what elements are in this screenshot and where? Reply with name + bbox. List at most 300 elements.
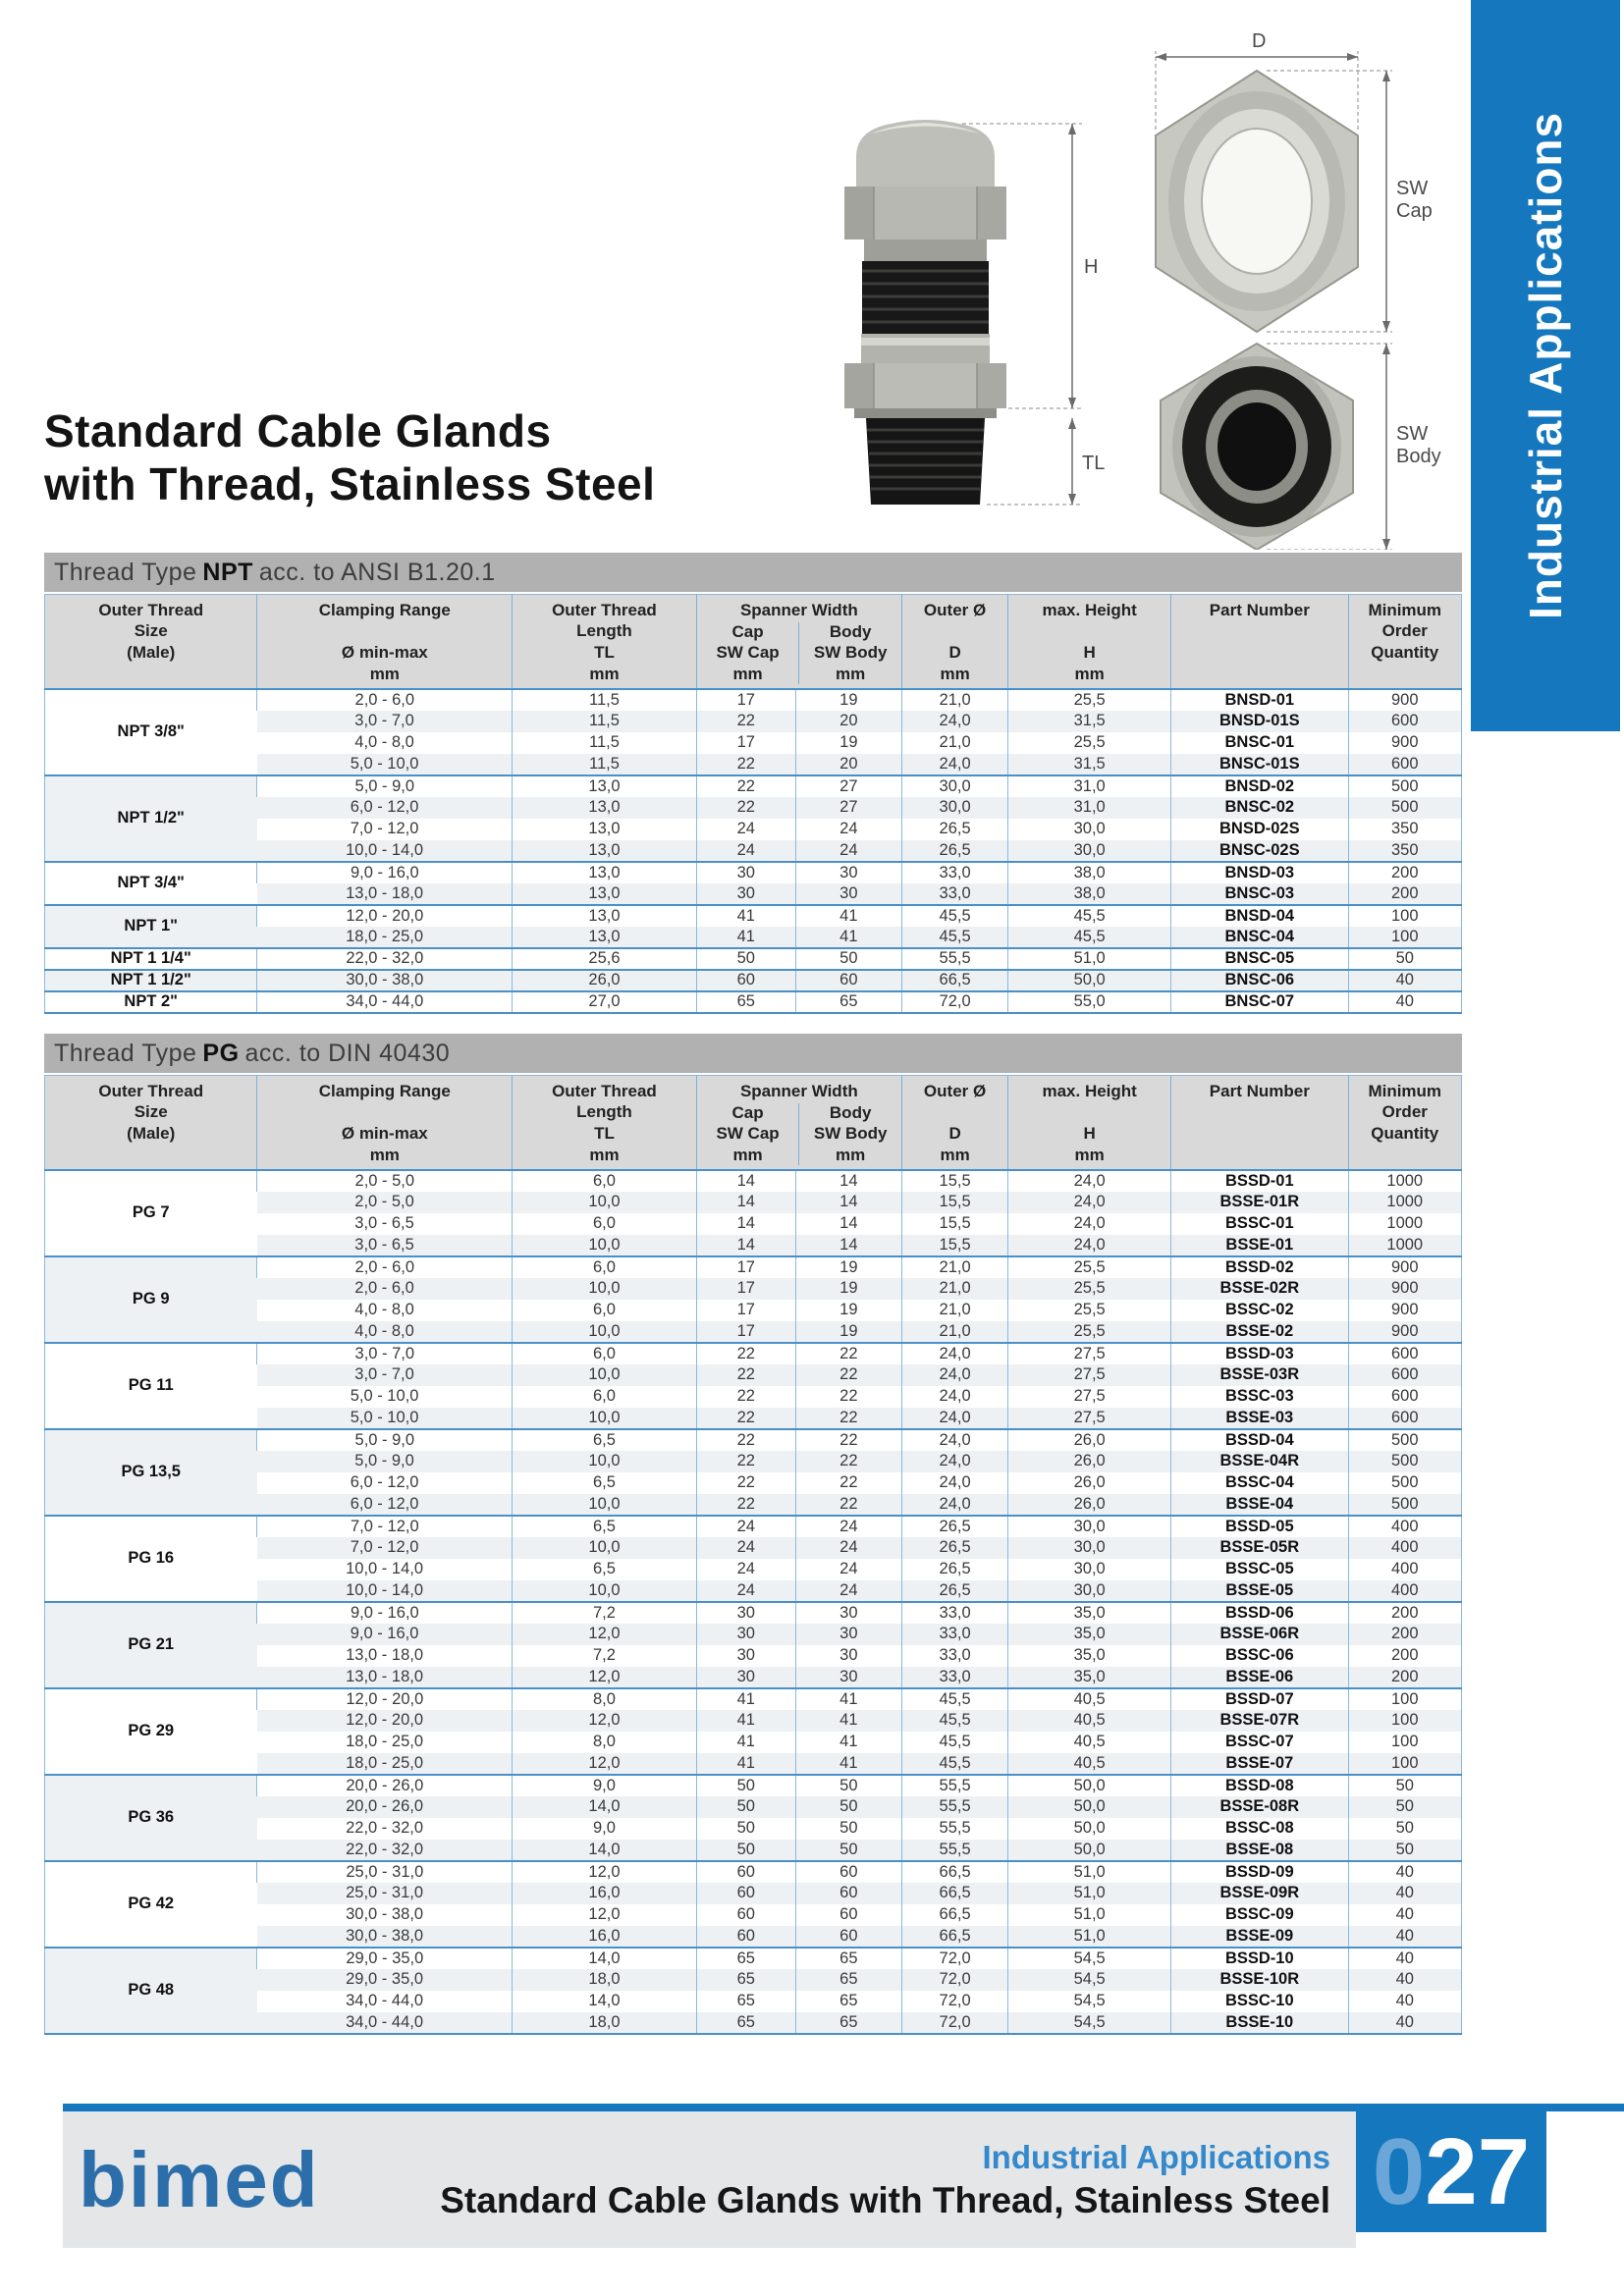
npt-table-title xyxy=(44,553,1462,592)
cell-max-height: 40,5 xyxy=(1008,1688,1171,1710)
cell-sw-body: 22 xyxy=(795,1429,901,1451)
table-row xyxy=(45,1580,1462,1602)
cell-max-height: 31,0 xyxy=(1008,775,1171,797)
cell-thread-length: 27,0 xyxy=(513,991,697,1013)
cell-max-height: 27,5 xyxy=(1008,1364,1171,1386)
cell-sw-body: 24 xyxy=(795,1580,901,1602)
table-row xyxy=(45,1364,1462,1386)
pg-title-thread-type: PG xyxy=(202,1039,240,1067)
cell-thread-length: 7,2 xyxy=(513,1645,697,1667)
table-row xyxy=(45,2012,1462,2034)
cell-clamping-range: 18,0 - 25,0 xyxy=(257,1753,513,1775)
table-row xyxy=(45,754,1462,775)
footer-text-block xyxy=(440,2111,1330,2248)
cell-part-number: BSSE-04 xyxy=(1171,1494,1348,1516)
header-max-height: max. Height H mm xyxy=(1008,1076,1171,1170)
cell-max-height: 54,5 xyxy=(1008,2012,1171,2034)
cell-max-height: 24,0 xyxy=(1008,1192,1171,1213)
table-row xyxy=(45,927,1462,948)
cell-sw-body: 14 xyxy=(795,1170,901,1192)
cell-max-height: 38,0 xyxy=(1008,883,1171,905)
cell-clamping-range: 20,0 - 26,0 xyxy=(257,1775,513,1796)
table-row xyxy=(45,1516,1462,1537)
cell-outer-diameter: 55,5 xyxy=(901,1818,1007,1840)
cell-clamping-range: 7,0 - 12,0 xyxy=(257,1537,513,1559)
cell-sw-body: 60 xyxy=(795,1926,901,1948)
cell-outer-diameter: 66,5 xyxy=(901,970,1007,991)
table-row xyxy=(45,819,1462,840)
dim-label-sw-cap-2: Cap xyxy=(1396,200,1433,222)
cell-sw-body: 41 xyxy=(795,1710,901,1732)
cell-clamping-range: 30,0 - 38,0 xyxy=(257,1904,513,1926)
cell-outer-diameter: 24,0 xyxy=(901,711,1007,732)
cell-sw-cap: 41 xyxy=(696,905,795,927)
cell-outer-diameter: 33,0 xyxy=(901,1645,1007,1667)
cell-sw-body: 22 xyxy=(795,1451,901,1472)
cell-clamping-range: 5,0 - 9,0 xyxy=(257,775,513,797)
cell-sw-cap: 22 xyxy=(696,754,795,775)
cell-sw-body: 60 xyxy=(795,1883,901,1904)
cell-sw-cap: 17 xyxy=(696,1278,795,1300)
cell-max-height: 26,0 xyxy=(1008,1494,1171,1516)
cell-min-order-qty: 40 xyxy=(1348,2012,1462,2034)
cell-sw-cap: 65 xyxy=(696,1948,795,1969)
cell-sw-body: 65 xyxy=(795,2012,901,2034)
cell-part-number: BSSD-04 xyxy=(1171,1429,1348,1451)
cell-clamping-range: 6,0 - 12,0 xyxy=(257,1494,513,1516)
cell-sw-body: 14 xyxy=(795,1213,901,1235)
cell-part-number: BSSE-02 xyxy=(1171,1321,1348,1343)
cell-outer-diameter: 30,0 xyxy=(901,775,1007,797)
cell-thread-length: 13,0 xyxy=(513,840,697,862)
cell-outer-diameter: 15,5 xyxy=(901,1213,1007,1235)
cell-sw-body: 24 xyxy=(795,819,901,840)
cell-thread-length: 25,6 xyxy=(513,948,697,970)
table-row xyxy=(45,1883,1462,1904)
cell-part-number: BSSC-08 xyxy=(1171,1818,1348,1840)
header-outer-thread-size: Outer Thread Size (Male) xyxy=(45,595,257,689)
cap-top-view xyxy=(1156,51,1392,332)
cell-part-number: BSSC-07 xyxy=(1171,1732,1348,1753)
header-part-number: Part Number xyxy=(1171,1076,1348,1170)
cell-outer-diameter: 24,0 xyxy=(901,1429,1007,1451)
cell-min-order-qty: 40 xyxy=(1348,970,1462,991)
cell-max-height: 26,0 xyxy=(1008,1451,1171,1472)
table-row xyxy=(45,1710,1462,1732)
cell-clamping-range: 9,0 - 16,0 xyxy=(257,862,513,883)
cell-sw-body: 50 xyxy=(795,1775,901,1796)
cell-clamping-range: 5,0 - 10,0 xyxy=(257,754,513,775)
table-row xyxy=(45,1321,1462,1343)
cell-sw-cap: 30 xyxy=(696,1667,795,1688)
cell-part-number: BSSE-02R xyxy=(1171,1278,1348,1300)
cell-clamping-range: 4,0 - 8,0 xyxy=(257,732,513,754)
cell-sw-body: 14 xyxy=(795,1235,901,1256)
cell-min-order-qty: 900 xyxy=(1348,1321,1462,1343)
cell-outer-diameter: 30,0 xyxy=(901,797,1007,819)
table-row xyxy=(45,1624,1462,1645)
cell-outer-diameter: 33,0 xyxy=(901,1602,1007,1624)
cell-min-order-qty: 40 xyxy=(1348,1861,1462,1883)
thread-size-label: NPT 3/4" xyxy=(45,862,257,905)
thread-size-label: PG 7 xyxy=(45,1170,257,1256)
table-row xyxy=(45,1213,1462,1235)
cell-sw-body: 50 xyxy=(795,1796,901,1818)
cell-min-order-qty: 600 xyxy=(1348,1386,1462,1408)
table-row xyxy=(45,1969,1462,1991)
cell-min-order-qty: 100 xyxy=(1348,1732,1462,1753)
cell-sw-cap: 22 xyxy=(696,1343,795,1364)
cell-max-height: 51,0 xyxy=(1008,1861,1171,1883)
cell-sw-body: 41 xyxy=(795,1688,901,1710)
cell-max-height: 24,0 xyxy=(1008,1170,1171,1192)
cell-sw-cap: 30 xyxy=(696,883,795,905)
cell-sw-cap: 30 xyxy=(696,1645,795,1667)
cell-sw-body: 50 xyxy=(795,948,901,970)
cell-clamping-range: 4,0 - 8,0 xyxy=(257,1321,513,1343)
cell-sw-cap: 65 xyxy=(696,1991,795,2012)
cell-min-order-qty: 40 xyxy=(1348,991,1462,1013)
cell-min-order-qty: 600 xyxy=(1348,1343,1462,1364)
cell-thread-length: 6,0 xyxy=(513,1300,697,1321)
cell-sw-cap: 60 xyxy=(696,1861,795,1883)
cell-clamping-range: 12,0 - 20,0 xyxy=(257,1688,513,1710)
cell-outer-diameter: 15,5 xyxy=(901,1170,1007,1192)
cell-outer-diameter: 21,0 xyxy=(901,732,1007,754)
dim-label-tl: TL xyxy=(1082,453,1106,474)
cell-min-order-qty: 50 xyxy=(1348,1775,1462,1796)
cell-outer-diameter: 24,0 xyxy=(901,1472,1007,1494)
cell-max-height: 25,5 xyxy=(1008,1300,1171,1321)
table-row xyxy=(45,1775,1462,1796)
cell-clamping-range: 4,0 - 8,0 xyxy=(257,1300,513,1321)
footer-doc-title: Standard Cable Glands with Thread, Stainless Steel xyxy=(440,2179,1330,2220)
cell-outer-diameter: 45,5 xyxy=(901,1753,1007,1775)
header-outer-diameter: Outer Ø D mm xyxy=(901,1076,1007,1170)
cell-max-height: 26,0 xyxy=(1008,1429,1171,1451)
cell-sw-cap: 50 xyxy=(696,948,795,970)
cell-part-number: BNSC-01 xyxy=(1171,732,1348,754)
thread-size-label: PG 16 xyxy=(45,1516,257,1602)
cell-min-order-qty: 600 xyxy=(1348,1364,1462,1386)
cell-thread-length: 13,0 xyxy=(513,862,697,883)
cell-clamping-range: 10,0 - 14,0 xyxy=(257,840,513,862)
table-row xyxy=(45,1256,1462,1278)
cell-max-height: 30,0 xyxy=(1008,819,1171,840)
cell-outer-diameter: 26,5 xyxy=(901,840,1007,862)
cell-part-number: BSSD-01 xyxy=(1171,1170,1348,1192)
cell-part-number: BSSE-01 xyxy=(1171,1235,1348,1256)
cell-min-order-qty: 400 xyxy=(1348,1516,1462,1537)
cell-min-order-qty: 100 xyxy=(1348,1753,1462,1775)
cell-thread-length: 16,0 xyxy=(513,1883,697,1904)
cell-min-order-qty: 50 xyxy=(1348,1796,1462,1818)
cell-min-order-qty: 600 xyxy=(1348,754,1462,775)
cell-min-order-qty: 500 xyxy=(1348,1472,1462,1494)
cell-sw-body: 22 xyxy=(795,1408,901,1429)
cell-clamping-range: 34,0 - 44,0 xyxy=(257,2012,513,2034)
cell-sw-cap: 41 xyxy=(696,1688,795,1710)
cell-sw-body: 27 xyxy=(795,797,901,819)
table-row xyxy=(45,1840,1462,1861)
cell-clamping-range: 12,0 - 20,0 xyxy=(257,905,513,927)
cell-clamping-range: 9,0 - 16,0 xyxy=(257,1602,513,1624)
cell-sw-cap: 22 xyxy=(696,1408,795,1429)
cell-clamping-range: 2,0 - 6,0 xyxy=(257,689,513,711)
table-row xyxy=(45,1451,1462,1472)
cell-part-number: BSSC-04 xyxy=(1171,1472,1348,1494)
thread-size-label: NPT 1 1/4" xyxy=(45,948,257,970)
cell-part-number: BNSD-02 xyxy=(1171,775,1348,797)
npt-table-header xyxy=(45,595,1462,689)
header-outer-diameter: Outer Ø D mm xyxy=(901,595,1007,689)
thread-size-label: PG 11 xyxy=(45,1343,257,1429)
cell-sw-cap: 30 xyxy=(696,862,795,883)
cell-max-height: 35,0 xyxy=(1008,1645,1171,1667)
cell-sw-cap: 14 xyxy=(696,1170,795,1192)
cell-thread-length: 13,0 xyxy=(513,883,697,905)
cell-clamping-range: 30,0 - 38,0 xyxy=(257,970,513,991)
cell-sw-cap: 41 xyxy=(696,1710,795,1732)
table-row xyxy=(45,1818,1462,1840)
cell-max-height: 26,0 xyxy=(1008,1472,1171,1494)
cell-sw-cap: 24 xyxy=(696,1559,795,1580)
cell-sw-body: 24 xyxy=(795,1537,901,1559)
cell-part-number: BSSE-10R xyxy=(1171,1969,1348,1991)
table-row xyxy=(45,1602,1462,1624)
cell-thread-length: 6,0 xyxy=(513,1256,697,1278)
cell-sw-body: 19 xyxy=(795,1256,901,1278)
cell-clamping-range: 29,0 - 35,0 xyxy=(257,1969,513,1991)
cell-sw-body: 60 xyxy=(795,1904,901,1926)
cell-sw-body: 19 xyxy=(795,1300,901,1321)
cell-min-order-qty: 40 xyxy=(1348,1926,1462,1948)
cell-min-order-qty: 1000 xyxy=(1348,1213,1462,1235)
cell-outer-diameter: 72,0 xyxy=(901,991,1007,1013)
table-row xyxy=(45,1343,1462,1364)
cell-thread-length: 6,5 xyxy=(513,1472,697,1494)
cell-sw-cap: 30 xyxy=(696,1624,795,1645)
cell-thread-length: 11,5 xyxy=(513,689,697,711)
dim-label-d: D xyxy=(1252,30,1267,52)
page-title xyxy=(44,404,655,511)
cell-sw-cap: 14 xyxy=(696,1192,795,1213)
table-row xyxy=(45,1948,1462,1969)
cell-outer-diameter: 26,5 xyxy=(901,1537,1007,1559)
cell-clamping-range: 3,0 - 7,0 xyxy=(257,1343,513,1364)
cell-part-number: BNSD-01S xyxy=(1171,711,1348,732)
cell-max-height: 27,5 xyxy=(1008,1343,1171,1364)
cell-thread-length: 12,0 xyxy=(513,1667,697,1688)
cell-clamping-range: 13,0 - 18,0 xyxy=(257,1645,513,1667)
cell-sw-body: 30 xyxy=(795,862,901,883)
cell-max-height: 45,5 xyxy=(1008,905,1171,927)
table-row xyxy=(45,1645,1462,1667)
cell-part-number: BSSC-02 xyxy=(1171,1300,1348,1321)
cell-outer-diameter: 15,5 xyxy=(901,1192,1007,1213)
cell-min-order-qty: 900 xyxy=(1348,689,1462,711)
cell-max-height: 50,0 xyxy=(1008,1796,1171,1818)
cell-outer-diameter: 24,0 xyxy=(901,1408,1007,1429)
cell-max-height: 51,0 xyxy=(1008,1883,1171,1904)
cell-thread-length: 11,5 xyxy=(513,732,697,754)
cell-min-order-qty: 900 xyxy=(1348,1300,1462,1321)
cell-thread-length: 10,0 xyxy=(513,1494,697,1516)
page-number-prefix: 0 xyxy=(1372,2118,1426,2224)
cell-thread-length: 6,0 xyxy=(513,1213,697,1235)
thread-size-label: PG 21 xyxy=(45,1602,257,1688)
cell-sw-cap: 17 xyxy=(696,1256,795,1278)
cell-max-height: 54,5 xyxy=(1008,1991,1171,2012)
cell-part-number: BSSE-07R xyxy=(1171,1710,1348,1732)
table-row xyxy=(45,1235,1462,1256)
cell-thread-length: 16,0 xyxy=(513,1926,697,1948)
cell-clamping-range: 2,0 - 5,0 xyxy=(257,1192,513,1213)
cell-thread-length: 13,0 xyxy=(513,775,697,797)
cell-sw-body: 60 xyxy=(795,970,901,991)
cell-sw-body: 24 xyxy=(795,1559,901,1580)
cell-sw-body: 60 xyxy=(795,1861,901,1883)
cell-part-number: BSSD-09 xyxy=(1171,1861,1348,1883)
cell-part-number: BSSE-06R xyxy=(1171,1624,1348,1645)
cell-sw-body: 65 xyxy=(795,1991,901,2012)
cell-clamping-range: 3,0 - 7,0 xyxy=(257,711,513,732)
cell-max-height: 25,5 xyxy=(1008,1278,1171,1300)
cell-thread-length: 14,0 xyxy=(513,1948,697,1969)
cell-sw-body: 30 xyxy=(795,1602,901,1624)
cell-part-number: BSSE-09 xyxy=(1171,1926,1348,1948)
cell-sw-cap: 24 xyxy=(696,1537,795,1559)
cell-min-order-qty: 200 xyxy=(1348,1667,1462,1688)
cell-clamping-range: 13,0 - 18,0 xyxy=(257,883,513,905)
cell-sw-cap: 24 xyxy=(696,1516,795,1537)
cell-part-number: BSSE-09R xyxy=(1171,1883,1348,1904)
cell-min-order-qty: 50 xyxy=(1348,1840,1462,1861)
cell-outer-diameter: 24,0 xyxy=(901,1364,1007,1386)
pg-table-body xyxy=(45,1170,1462,2034)
cell-sw-body: 30 xyxy=(795,883,901,905)
cell-sw-body: 41 xyxy=(795,1732,901,1753)
table-row xyxy=(45,970,1462,991)
thread-size-label: NPT 2" xyxy=(45,991,257,1013)
cell-clamping-range: 3,0 - 7,0 xyxy=(257,1364,513,1386)
table-row xyxy=(45,1472,1462,1494)
cell-part-number: BNSC-02 xyxy=(1171,797,1348,819)
cell-thread-length: 13,0 xyxy=(513,927,697,948)
table-row xyxy=(45,883,1462,905)
cell-part-number: BSSD-02 xyxy=(1171,1256,1348,1278)
cell-thread-length: 6,0 xyxy=(513,1343,697,1364)
npt-title-suffix: acc. to ANSI B1.20.1 xyxy=(258,558,496,586)
cell-min-order-qty: 40 xyxy=(1348,1904,1462,1926)
cell-min-order-qty: 900 xyxy=(1348,1256,1462,1278)
cell-thread-length: 13,0 xyxy=(513,905,697,927)
table-row xyxy=(45,797,1462,819)
cell-part-number: BSSE-08 xyxy=(1171,1840,1348,1861)
cell-min-order-qty: 400 xyxy=(1348,1537,1462,1559)
thread-size-label: NPT 1" xyxy=(45,905,257,948)
cell-sw-body: 65 xyxy=(795,1948,901,1969)
cell-clamping-range: 7,0 - 12,0 xyxy=(257,819,513,840)
cell-sw-body: 50 xyxy=(795,1818,901,1840)
cell-part-number: BNSD-04 xyxy=(1171,905,1348,927)
table-row xyxy=(45,1170,1462,1192)
cell-thread-length: 11,5 xyxy=(513,711,697,732)
cell-outer-diameter: 66,5 xyxy=(901,1904,1007,1926)
cell-max-height: 50,0 xyxy=(1008,1818,1171,1840)
cell-min-order-qty: 500 xyxy=(1348,1451,1462,1472)
cell-outer-diameter: 15,5 xyxy=(901,1235,1007,1256)
cell-clamping-range: 2,0 - 6,0 xyxy=(257,1256,513,1278)
cell-part-number: BSSE-01R xyxy=(1171,1192,1348,1213)
thread-size-label: PG 48 xyxy=(45,1948,257,2034)
cell-clamping-range: 18,0 - 25,0 xyxy=(257,927,513,948)
cell-thread-length: 10,0 xyxy=(513,1451,697,1472)
dim-label-sw-cap-1: SW xyxy=(1396,178,1429,199)
cell-min-order-qty: 1000 xyxy=(1348,1192,1462,1213)
table-row xyxy=(45,1688,1462,1710)
cell-sw-cap: 14 xyxy=(696,1213,795,1235)
page-number: 27 xyxy=(1425,2118,1531,2224)
cell-sw-cap: 17 xyxy=(696,1321,795,1343)
cell-outer-diameter: 33,0 xyxy=(901,1667,1007,1688)
npt-table-section xyxy=(44,553,1462,1014)
cable-gland-side-view xyxy=(844,120,1006,505)
cell-max-height: 35,0 xyxy=(1008,1667,1171,1688)
cell-outer-diameter: 24,0 xyxy=(901,1386,1007,1408)
cell-part-number: BSSE-04R xyxy=(1171,1451,1348,1472)
category-banner-label: Industrial Applications xyxy=(1520,111,1571,620)
cell-thread-length: 9,0 xyxy=(513,1818,697,1840)
cell-clamping-range: 34,0 - 44,0 xyxy=(257,1991,513,2012)
cell-max-height: 40,5 xyxy=(1008,1753,1171,1775)
table-row xyxy=(45,1408,1462,1429)
cell-sw-body: 30 xyxy=(795,1667,901,1688)
cell-max-height: 25,5 xyxy=(1008,732,1171,754)
npt-title-prefix: Thread Type xyxy=(54,558,197,586)
cell-sw-cap: 22 xyxy=(696,1494,795,1516)
pg-table xyxy=(44,1075,1462,2035)
cell-outer-diameter: 66,5 xyxy=(901,1883,1007,1904)
cell-part-number: BSSC-01 xyxy=(1171,1213,1348,1235)
cell-outer-diameter: 26,5 xyxy=(901,1580,1007,1602)
cell-thread-length: 10,0 xyxy=(513,1192,697,1213)
header-part-number: Part Number xyxy=(1171,595,1348,689)
page-title-line2: with Thread, Stainless Steel xyxy=(44,458,656,510)
cell-outer-diameter: 55,5 xyxy=(901,1840,1007,1861)
header-spanner-width: Spanner Width Cap SW Cap mm Body SW Body mm xyxy=(696,1076,901,1170)
cell-max-height: 54,5 xyxy=(1008,1969,1171,1991)
cell-clamping-range: 7,0 - 12,0 xyxy=(257,1516,513,1537)
cell-thread-length: 18,0 xyxy=(513,2012,697,2034)
cell-clamping-range: 25,0 - 31,0 xyxy=(257,1861,513,1883)
cell-outer-diameter: 55,5 xyxy=(901,1775,1007,1796)
cell-clamping-range: 3,0 - 6,5 xyxy=(257,1213,513,1235)
cell-clamping-range: 2,0 - 6,0 xyxy=(257,1278,513,1300)
cell-outer-diameter: 72,0 xyxy=(901,1948,1007,1969)
cell-min-order-qty: 1000 xyxy=(1348,1235,1462,1256)
cell-outer-diameter: 33,0 xyxy=(901,862,1007,883)
cell-sw-cap: 22 xyxy=(696,1364,795,1386)
cell-sw-cap: 22 xyxy=(696,1472,795,1494)
cell-outer-diameter: 45,5 xyxy=(901,905,1007,927)
table-row xyxy=(45,1192,1462,1213)
cell-outer-diameter: 21,0 xyxy=(901,1278,1007,1300)
cell-sw-body: 22 xyxy=(795,1364,901,1386)
cell-outer-diameter: 55,5 xyxy=(901,948,1007,970)
cell-outer-diameter: 21,0 xyxy=(901,1300,1007,1321)
cell-min-order-qty: 40 xyxy=(1348,1969,1462,1991)
